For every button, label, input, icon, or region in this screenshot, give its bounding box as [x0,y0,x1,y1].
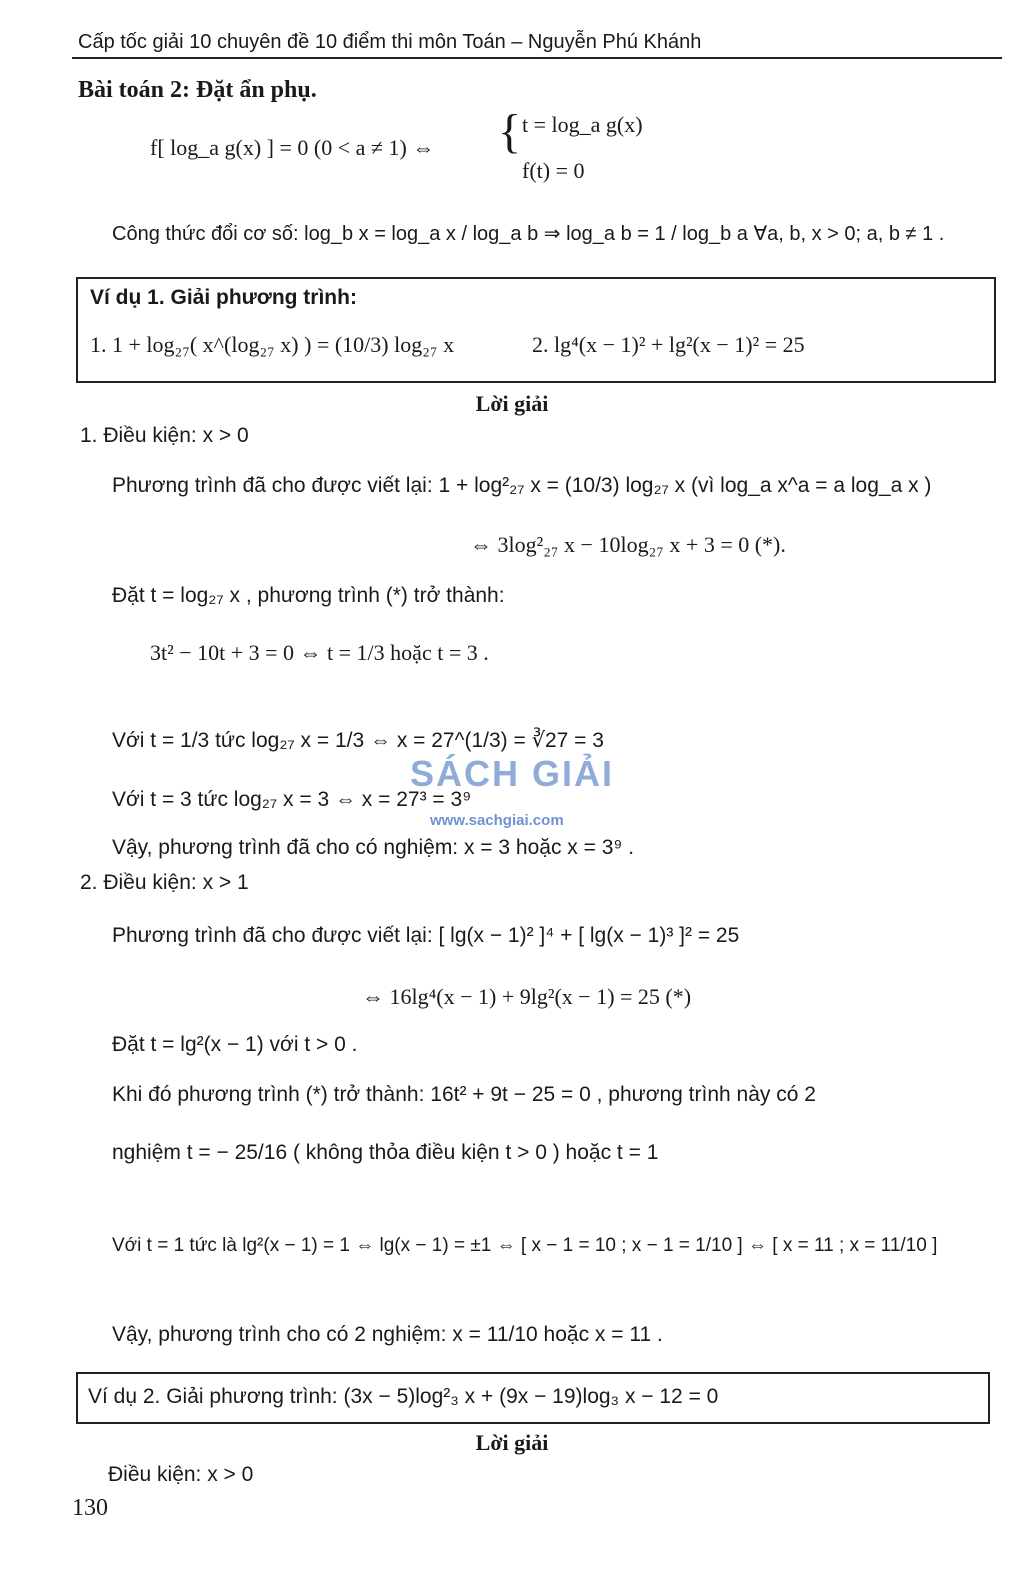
example-1-equation-1: 1. 1 + log₂₇( x^(log₂₇ x) ) = (10/3) log₂₇ x [90,332,455,357]
part-1-quadratic: 3t² − 10t + 3 = 0 ⇔ t = 1/3 hoặc t = 3 . [150,640,489,665]
part-1-case-1: Với t = 1/3 tức log₂₇ x = 1/3 ⇔ x = 27^(1/3) = ∛27 = 3 [112,729,604,752]
part-2-condition: 2. Điều kiện: x > 1 [80,871,249,894]
example-1-title: Ví dụ 1. Giải phương trình: [90,286,357,309]
system-brace: { [498,105,522,158]
part-1-conclusion: Vậy, phương trình đã cho có nghiệm: x = 3 hoặc x = 3⁹ . [112,836,635,859]
part-2-equation-star: ⇔ 16lg⁴(x − 1) + 9lg²(x − 1) = 25 (*) [362,984,692,1009]
watermark-brand: SÁCH GIẢI [410,753,615,794]
running-header: Cấp tốc giải 10 chuyên đề 10 điểm thi môn Toán – Nguyễn Phú Khánh [78,31,702,53]
example-2-condition: Điều kiện: x > 0 [108,1463,254,1486]
solution-title-1: Lời giải [475,391,549,416]
solution-title-2: Lời giải [475,1430,549,1455]
example-2-title: Ví dụ 2. Giải phương trình: (3x − 5)log²₃ x + (9x − 19)log₃ x − 12 = 0 [88,1385,719,1408]
substitution-system-line-2: f(t) = 0 [522,158,585,183]
part-2-substitution: Đặt t = lg²(x − 1) với t > 0 . [112,1033,358,1056]
part-2-conclusion: Vậy, phương trình cho có 2 nghiệm: x = 11/10 hoặc x = 11 . [112,1323,663,1346]
part-1-condition: 1. Điều kiện: x > 0 [80,424,249,447]
part-2-quadratic: Khi đó phương trình (*) trở thành: 16t² + 9t − 25 = 0 , phương trình này có 2 [112,1083,816,1106]
part-2-rewrite: Phương trình đã cho được viết lại: [ lg(x − 1)² ]⁴ + [ lg(x − 1)³ ]² = 25 [112,924,740,947]
part-1-equation-star: ⇔ 3log²₂₇ x − 10log₂₇ x + 3 = 0 (*). [470,532,786,557]
section-title: Bài toán 2: Đặt ẩn phụ. [78,77,317,103]
header-rule [72,57,1002,59]
substitution-system-line-1: t = log_a g(x) [522,112,643,137]
page-number: 130 [72,1495,108,1521]
part-1-case-2: Với t = 3 tức log₂₇ x = 3 ⇔ x = 27³ = 3⁹ [112,788,472,811]
example-1-equation-2: 2. lg⁴(x − 1)² + lg²(x − 1)² = 25 [532,332,805,357]
part-2-case: Với t = 1 tức là lg²(x − 1) = 1 ⇔ lg(x − 1) = ±1 ⇔ [ x − 1 = 10 ; x − 1 = 1/10 ] ⇔ [ x = 11 ; x = 11/10 ] [112,1235,938,1256]
watermark-url: www.sachgiai.com [430,812,564,829]
part-2-roots: nghiệm t = − 25/16 ( không thỏa điều kiện t > 0 ) hoặc t = 1 [112,1141,659,1164]
part-1-rewrite: Phương trình đã cho được viết lại: 1 + log²₂₇ x = (10/3) log₂₇ x (vì log_a x^a = a log_a x ) [112,474,932,497]
part-1-substitution: Đặt t = log₂₇ x , phương trình (*) trở thành: [112,584,505,607]
substitution-rule: f[ log_a g(x) ] = 0 (0 < a ≠ 1) ⇔ [150,135,435,160]
base-change-formula: Công thức đổi cơ số: log_b x = log_a x / log_a b ⇒ log_a b = 1 / log_b a ∀a, b, x > 0; a, b ≠ 1 . [112,223,945,245]
